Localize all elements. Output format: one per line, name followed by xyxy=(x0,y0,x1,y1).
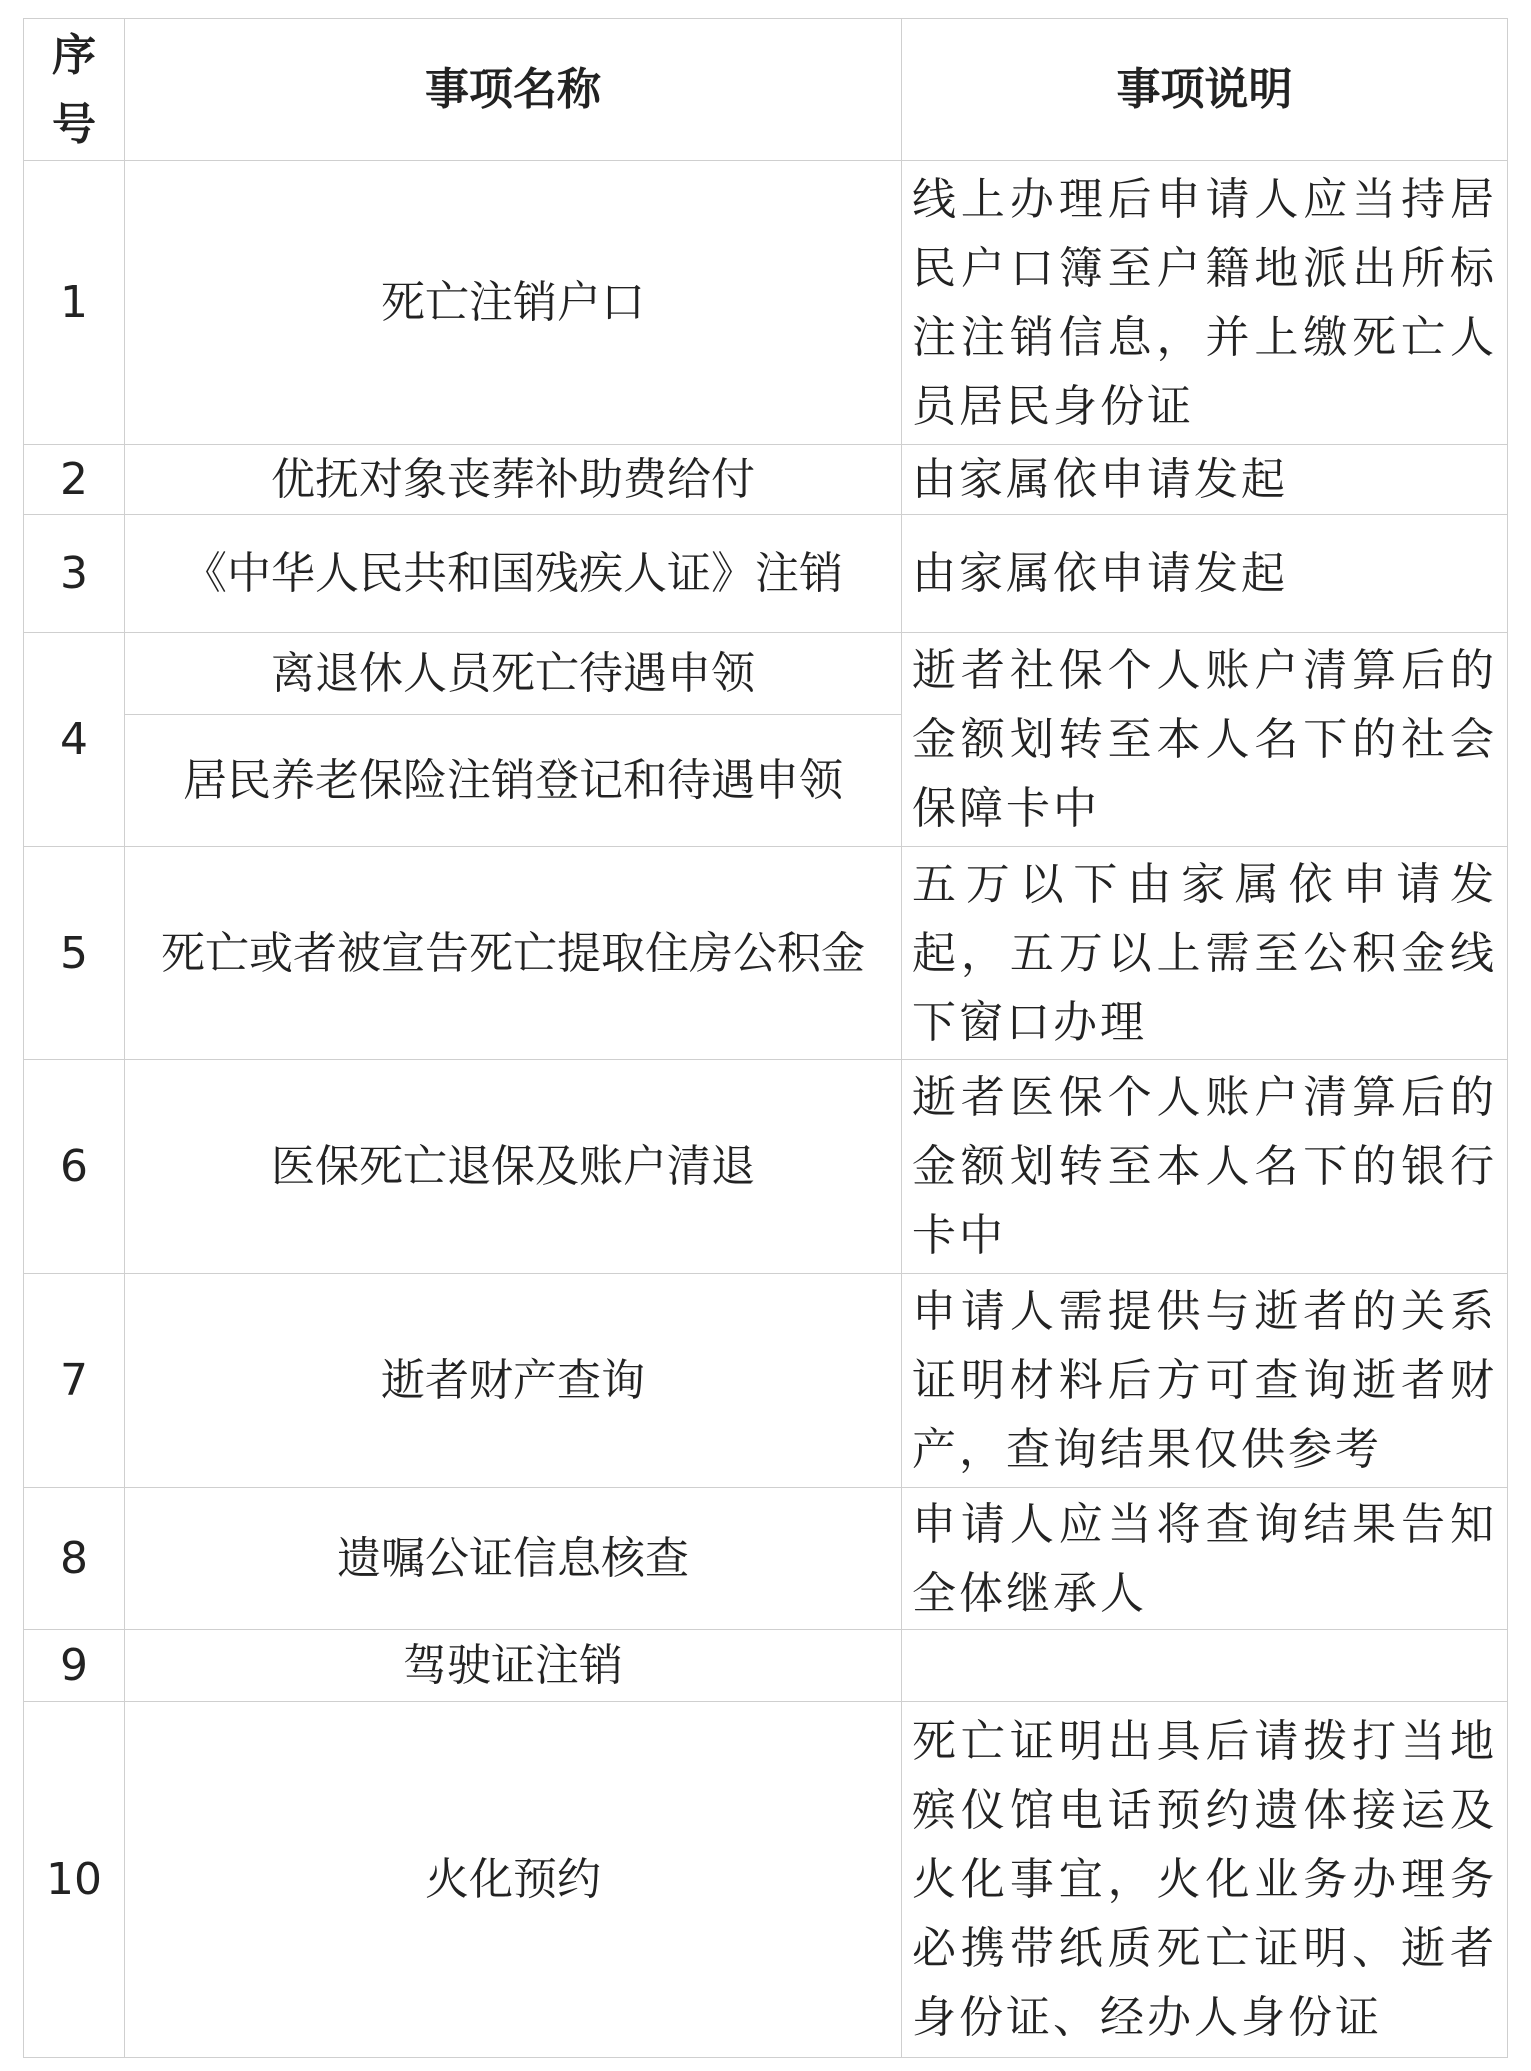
desc-line: 申请人应当将查询结果告知 xyxy=(912,1498,1497,1550)
table-header-row xyxy=(24,19,1508,161)
row-item-description xyxy=(902,515,1508,633)
desc-line: 死亡证明出具后请拨打当地 xyxy=(912,1716,1497,1767)
desc-line: 火化事宜，火化业务办理务 xyxy=(912,1854,1497,1905)
desc-line: 民户口簿至户籍地派出所标 xyxy=(912,242,1497,294)
row-item-name: 医保死亡退保及账户清退 xyxy=(125,1060,902,1274)
header-seq xyxy=(24,19,125,161)
desc-line: 由家属依申请发起 xyxy=(912,454,1288,505)
desc-line: 全体继承人 xyxy=(912,1567,1147,1619)
row-item-name: 《中华人民共和国残疾人证》注销 xyxy=(125,515,902,633)
row-item-description xyxy=(902,1488,1508,1630)
header-seq-line1: 序 xyxy=(52,29,96,81)
table-row xyxy=(24,515,1508,633)
row-item-name: 死亡或者被宣告死亡提取住房公积金 xyxy=(125,847,902,1060)
desc-line: 线上办理后申请人应当持居 xyxy=(912,173,1497,225)
row-item-description xyxy=(902,161,1508,445)
row-seq: 9 xyxy=(24,1630,125,1702)
row-seq: 6 xyxy=(24,1060,125,1274)
service-items-table xyxy=(23,18,1508,2058)
table-row xyxy=(24,633,1508,715)
row-item-description xyxy=(902,633,1508,847)
row-seq: 5 xyxy=(24,847,125,1060)
desc-line: 证明材料后方可查询逝者财 xyxy=(912,1355,1497,1406)
table-row xyxy=(24,847,1508,1060)
row-item-name: 优抚对象丧葬补助费给付 xyxy=(125,445,902,515)
desc-line: 金额划转至本人名下的银行 xyxy=(912,1141,1497,1192)
row-item-name: 遗嘱公证信息核查 xyxy=(125,1488,902,1630)
table-row xyxy=(24,1060,1508,1274)
table-row xyxy=(24,1274,1508,1488)
row-seq: 8 xyxy=(24,1488,125,1630)
row-item-description xyxy=(902,1274,1508,1488)
header-item-name: 事项名称 xyxy=(125,19,902,161)
row-item-description xyxy=(902,847,1508,1060)
row-seq: 4 xyxy=(24,633,125,847)
row-item-description xyxy=(902,1702,1508,2058)
row-item-description xyxy=(902,1630,1508,1702)
desc-line: 卡中 xyxy=(912,1210,1006,1261)
row-item-name: 逝者财产查询 xyxy=(125,1274,902,1488)
row-item-name: 死亡注销户口 xyxy=(125,161,902,445)
row-item-description xyxy=(902,445,1508,515)
table-row xyxy=(24,1702,1508,2058)
desc-line: 殡仪馆电话预约遗体接运及 xyxy=(912,1785,1497,1836)
table-row xyxy=(24,161,1508,445)
desc-line: 下窗口办理 xyxy=(912,996,1147,1048)
row-seq: 2 xyxy=(24,445,125,515)
desc-line: 身份证、经办人身份证 xyxy=(912,1992,1382,2043)
row-item-name: 驾驶证注销 xyxy=(125,1630,902,1702)
desc-line: 逝者医保个人账户清算后的 xyxy=(912,1072,1497,1123)
desc-line: 产，查询结果仅供参考 xyxy=(912,1424,1382,1475)
row-item-name: 离退休人员死亡待遇申领 xyxy=(125,633,902,715)
row-item-description xyxy=(902,1060,1508,1274)
desc-line: 必携带纸质死亡证明、逝者 xyxy=(912,1923,1497,1974)
table-row xyxy=(24,445,1508,515)
table-row xyxy=(24,1488,1508,1630)
desc-line: 起，五万以上需至公积金线 xyxy=(912,927,1497,979)
row-seq: 3 xyxy=(24,515,125,633)
row-seq: 1 xyxy=(24,161,125,445)
desc-line: 保障卡中 xyxy=(912,783,1100,834)
desc-line: 五万以下由家属依申请发 xyxy=(912,858,1497,910)
desc-line: 逝者社保个人账户清算后的 xyxy=(912,645,1497,696)
header-seq-line2: 号 xyxy=(52,98,96,150)
desc-line: 申请人需提供与逝者的关系 xyxy=(912,1286,1497,1337)
header-item-description: 事项说明 xyxy=(902,19,1508,161)
table-row xyxy=(24,1630,1508,1702)
row-seq: 7 xyxy=(24,1274,125,1488)
row-item-name: 火化预约 xyxy=(125,1702,902,2058)
row-seq: 10 xyxy=(24,1702,125,2058)
desc-line: 由家属依申请发起 xyxy=(912,548,1288,599)
document-page xyxy=(23,18,1508,2058)
desc-line: 注注销信息，并上缴死亡人 xyxy=(912,311,1497,363)
desc-line: 金额划转至本人名下的社会 xyxy=(912,714,1497,765)
row-item-name: 居民养老保险注销登记和待遇申领 xyxy=(125,715,902,847)
desc-line: 员居民身份证 xyxy=(912,380,1194,432)
